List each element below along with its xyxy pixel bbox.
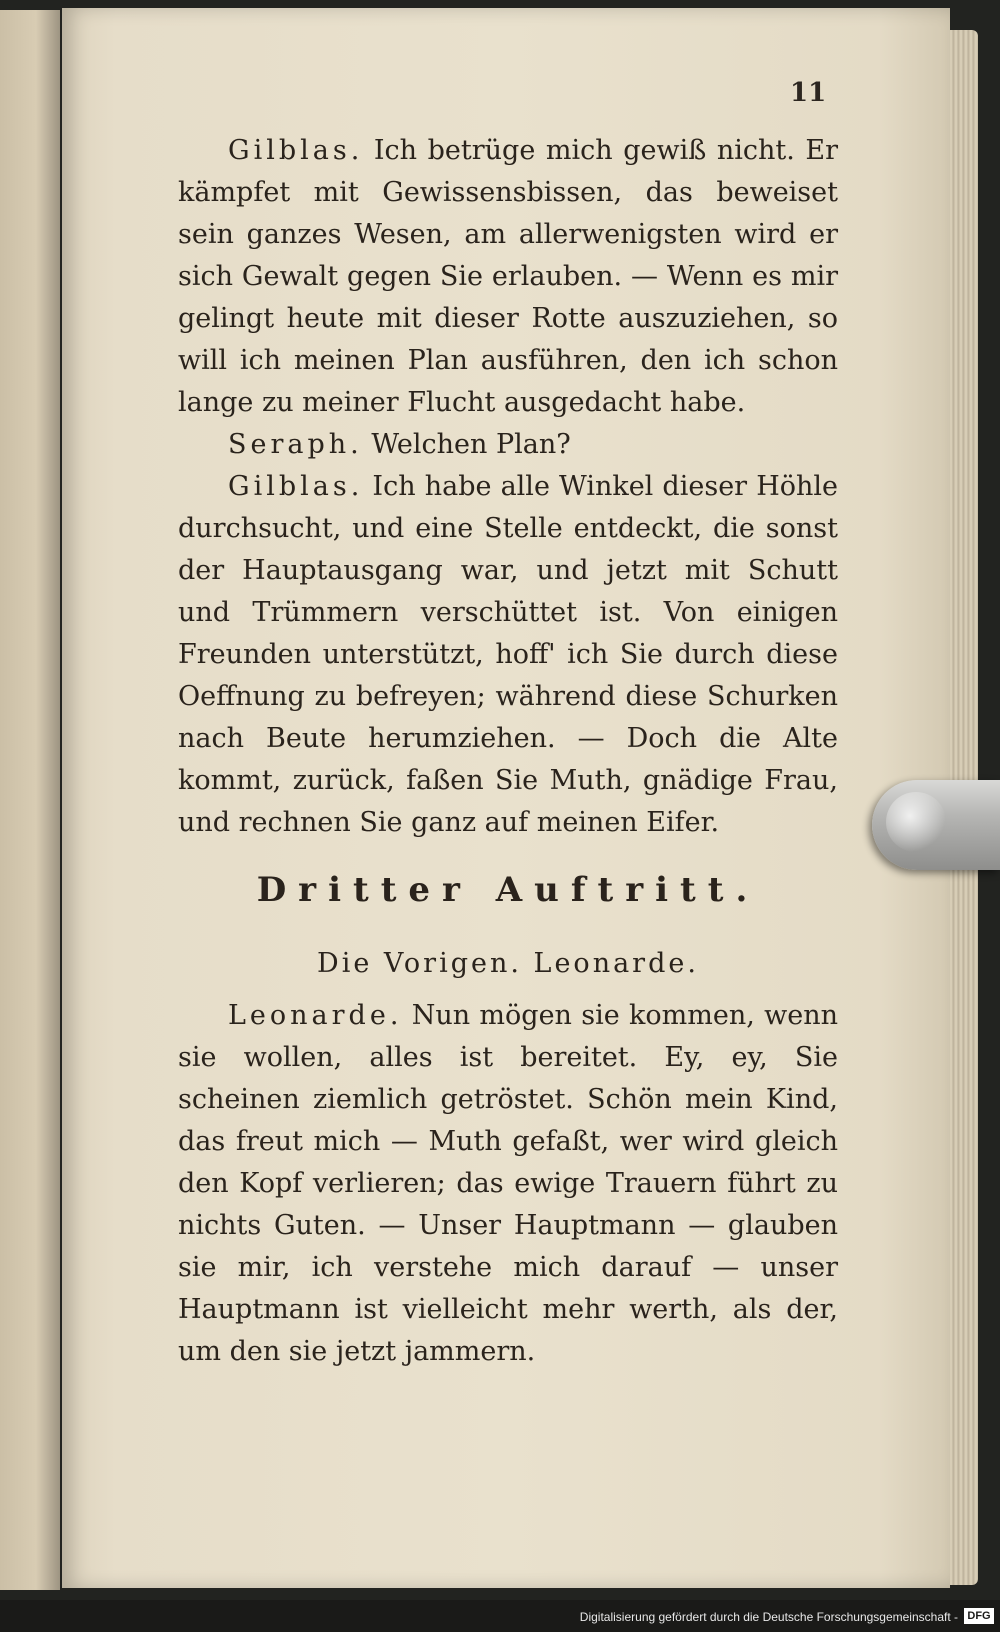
- clamp-highlight: [886, 792, 946, 852]
- scene-text-part-2: [178, 995, 838, 1373]
- dialogue-paragraph: [178, 424, 838, 466]
- dialogue-text: Nun mögen sie kommen, wenn sie wollen, alles ist bereitet. Ey, ey, Sie scheinen ziemlich getröstet. Schön mein Kind, das freut mich — Muth gefaßt, wer wird gleich den Kopf verlieren; das ewige Trauern führt zu nichts Guten. — Unser Hauptmann — glauben sie mir, ich verstehe mich darauf — unser Hauptmann ist vielleicht mehr werth, als der, um den sie jetzt jammern.: [178, 1000, 838, 1367]
- dialogue-text: Ich habe alle Winkel dieser Höhle durchsucht, und eine Stelle entdeckt, die sonst der Hauptausgang war, und jetzt mit Schutt und Trümmern verschüttet ist. Von einigen Freunden unterstützt, hoff' ich Sie durch diese Oeffnung zu befreyen; während diese Schurken nach Beute herumziehen. — Doch die Alte kommt, zurück, faßen Sie Muth, gnädige Frau, und rechnen Sie ganz auf meinen Eifer.: [178, 471, 838, 838]
- page-number: 11: [790, 78, 827, 108]
- cast-line: Die Vorigen. Leonarde.: [317, 948, 699, 979]
- funding-note: Digitalisierung gefördert durch die Deutsche Forschungsgemeinschaft -: [579, 1610, 958, 1624]
- dialogue-paragraph: [178, 130, 838, 424]
- left-page-edge: [0, 10, 60, 1590]
- speaker-name: Gilblas.: [228, 471, 364, 502]
- speaker-name: Seraph.: [228, 429, 363, 460]
- dfg-logo: DFG: [964, 1608, 994, 1624]
- dialogue-paragraph: [178, 995, 838, 1373]
- scene-heading: Dritter Auftritt.: [256, 870, 760, 910]
- scene-text-part-1: [178, 130, 838, 844]
- dialogue-text: Welchen Plan?: [371, 429, 571, 460]
- dialogue-text: Ich betrüge mich gewiß nicht. Er kämpfet mit Gewissensbissen, das beweiset sein ganzes Wesen, am allerwenigsten wird er sich Gewalt gegen Sie erlauben. — Wenn es mir gelingt heute mit dieser Rotte auszuziehen, so will ich meinen Plan ausführen, den ich schon lange zu meiner Flucht ausgedacht habe.: [178, 135, 838, 418]
- speaker-name: Gilblas.: [228, 135, 364, 166]
- speaker-name: Leonarde.: [228, 1000, 403, 1031]
- dialogue-paragraph: [178, 466, 838, 844]
